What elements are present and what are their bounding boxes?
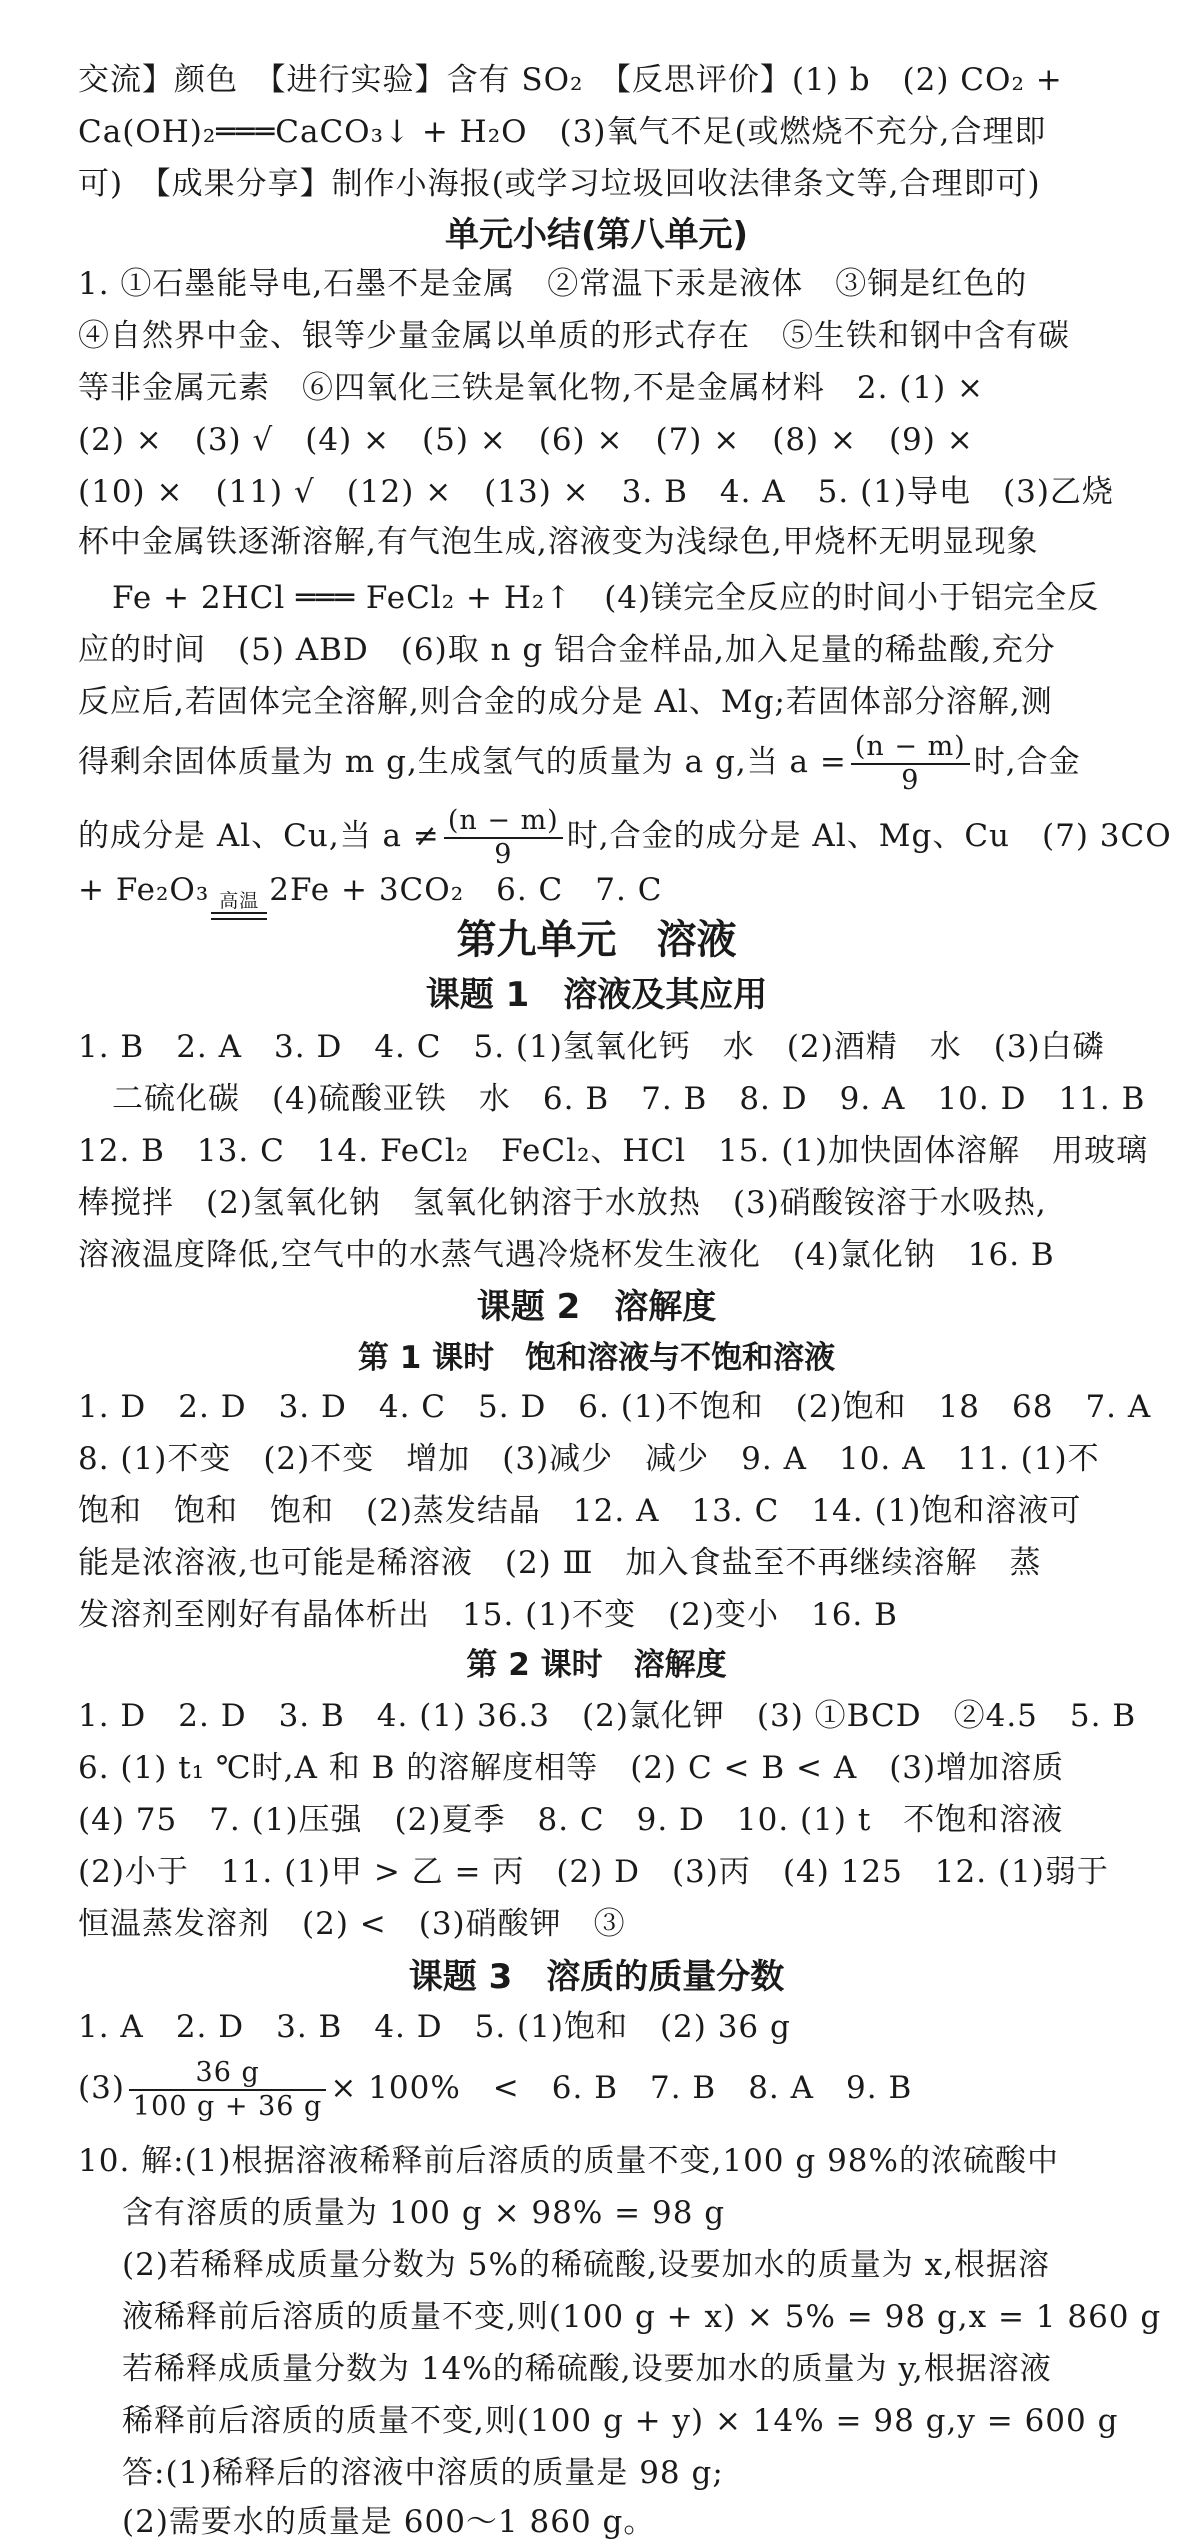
text-segment: 得剩余固体质量为 m g,生成氢气的质量为 a g,当 a = [78,744,847,780]
fraction-denominator: 100 g + 36 g [132,2090,323,2122]
text-line-with-fraction [78,726,1118,798]
text-line: 杯中金属铁逐渐溶解,有气泡生成,溶液变为浅绿色,甲烧杯无明显现象 [78,524,1039,560]
fraction-denominator: 9 [494,838,513,870]
text-line: (2) × (3) √ (4) × (5) × (6) × (7) × (8) × (9) × [78,422,974,458]
fraction [129,2057,326,2123]
text-line: 应的时间 (5) ABD (6)取 n g 铝合金样品,加入足量的稀盐酸,充分 [78,632,1056,668]
text-line: Ca(OH)₂═══CaCO₃↓ + H₂O (3)氧气不足(或燃烧不充分,合理即 [78,114,1047,150]
text-segment: 时,合金的成分是 Al、Mg、Cu (7) 3CO [566,818,1172,854]
section-heading-unit8-summary: 单元小结(第八单元) [444,215,749,255]
text-line: 1. D 2. D 3. D 4. C 5. D 6. (1)不饱和 (2)饱和 18 68 7. A [78,1389,1152,1425]
text-line: 反应后,若固体完全溶解,则合金的成分是 Al、Mg;若固体部分溶解,测 [78,684,1053,720]
text-line: 溶液温度降低,空气中的水蒸气遇冷烧杯发生液化 (4)氯化钠 16. B [78,1237,1055,1273]
text-line: 交流】颜色 【进行实验】含有 SO₂ 【反思评价】(1) b (2) CO₂ + [78,62,1063,98]
text-segment: + Fe₂O₃ [78,872,210,908]
text-line: 12. B 13. C 14. FeCl₂ FeCl₂、HCl 15. (1)加快固体溶解 用玻璃 [78,1133,1149,1169]
topic-heading: 课题 1 溶液及其应用 [425,975,768,1015]
text-line: 液稀释前后溶质的质量不变,则(100 g + x) × 5% = 98 g,x = 1 860 g [122,2299,1162,2335]
unit-title: 第九单元 溶液 [456,917,737,963]
lesson-heading: 第 1 课时 饱和溶液与不饱和溶液 [357,1340,836,1376]
topic-heading: 课题 2 溶解度 [476,1287,717,1327]
text-line: 恒温蒸发溶剂 (2) < (3)硝酸钾 ③ [78,1906,626,1942]
fraction-denominator: 9 [901,764,920,796]
text-segment: 2Fe + 3CO₂ 6. C 7. C [269,872,663,908]
fraction-numerator: 36 g [129,2057,326,2091]
text-segment: (3) [78,2070,125,2106]
topic-heading: 课题 3 溶质的质量分数 [408,1957,785,1997]
text-line: 1. ①石墨能导电,石墨不是金属 ②常温下汞是液体 ③铜是红色的 [78,266,1028,302]
text-line: 答:(1)稀释后的溶液中溶质的质量是 98 g; [122,2455,724,2491]
text-line-with-fraction [78,2052,1118,2124]
text-segment: 时,合金 [973,744,1081,780]
text-line: 1. B 2. A 3. D 4. C 5. (1)氢氧化钙 水 (2)酒精 水 (3)白磷 [78,1029,1105,1065]
text-line: (2)需要水的质量是 600～1 860 g。 [122,2504,656,2540]
text-line: 饱和 饱和 饱和 (2)蒸发结晶 12. A 13. C 14. (1)饱和溶液可 [78,1493,1082,1529]
text-line: 6. (1) t₁ ℃时,A 和 B 的溶解度相等 (2) C < B < A (3)增加溶质 [78,1750,1065,1786]
lesson-heading: 第 2 课时 溶解度 [466,1647,727,1683]
text-line: (4) 75 7. (1)压强 (2)夏季 8. C 9. D 10. (1) t 不饱和溶液 [78,1802,1064,1838]
equation-line [78,860,1118,920]
text-line: 能是浓溶液,也可能是稀溶液 (2) Ⅲ 加入食盐至不再继续溶解 蒸 [78,1545,1042,1581]
equation-line: Fe + 2HCl ═══ FeCl₂ + H₂↑ (4)镁完全反应的时间小于铝完全反 [112,580,1100,616]
text-line: 棒搅拌 (2)氢氧化钠 氢氧化钠溶于水放热 (3)硝酸铵溶于水吸热, [78,1185,1047,1221]
text-segment: × 100% < 6. B 7. B 8. A 9. B [330,2070,913,2106]
text-line: ④自然界中金、银等少量金属以单质的形式存在 ⑤生铁和钢中含有碳 [78,318,1070,354]
text-line: 含有溶质的质量为 100 g × 98% = 98 g [122,2195,726,2231]
text-segment: 的成分是 Al、Cu,当 a ≠ [78,818,440,854]
text-line: 稀释前后溶质的质量不变,则(100 g + y) × 14% = 98 g,y = 600 g [122,2403,1119,2439]
text-line: 等非金属元素 ⑥四氧化三铁是氧化物,不是金属材料 2. (1) × [78,370,985,406]
text-line: 可) 【成果分享】制作小海报(或学习垃圾回收法律条文等,合理即可) [78,166,1041,202]
fraction [851,731,970,797]
text-line: (2)若稀释成质量分数为 5%的稀硫酸,设要加水的质量为 x,根据溶 [122,2247,1050,2283]
fraction-numerator: (n − m) [444,805,563,839]
text-line: 1. A 2. D 3. B 4. D 5. (1)饱和 (2) 36 g [78,2009,791,2045]
text-line: 二硫化碳 (4)硫酸亚铁 水 6. B 7. B 8. D 9. A 10. D 11. B [112,1081,1146,1117]
text-line: 1. D 2. D 3. B 4. (1) 36.3 (2)氯化钾 (3) ①BCD ②4.5 5. B [78,1698,1137,1734]
condition-label: 高温 [219,890,260,912]
text-line: 发溶剂至刚好有晶体析出 15. (1)不变 (2)变小 16. B [78,1597,898,1633]
fraction-numerator: (n − m) [851,731,970,765]
text-line: (10) × (11) √ (12) × (13) × 3. B 4. A 5. (1)导电 (3)乙烧 [78,474,1114,510]
text-line: 若稀释成质量分数为 14%的稀硫酸,设要加水的质量为 y,根据溶液 [122,2351,1052,2387]
text-line: 10. 解:(1)根据溶液稀释前后溶质的质量不变,100 g 98%的浓硫酸中 [78,2143,1059,2179]
text-line: 8. (1)不变 (2)不变 增加 (3)减少 减少 9. A 10. A 11. (1)不 [78,1441,1100,1477]
text-line: (2)小于 11. (1)甲 > 乙 = 丙 (2) D (3)丙 (4) 125 12. (1)弱于 [78,1854,1109,1890]
